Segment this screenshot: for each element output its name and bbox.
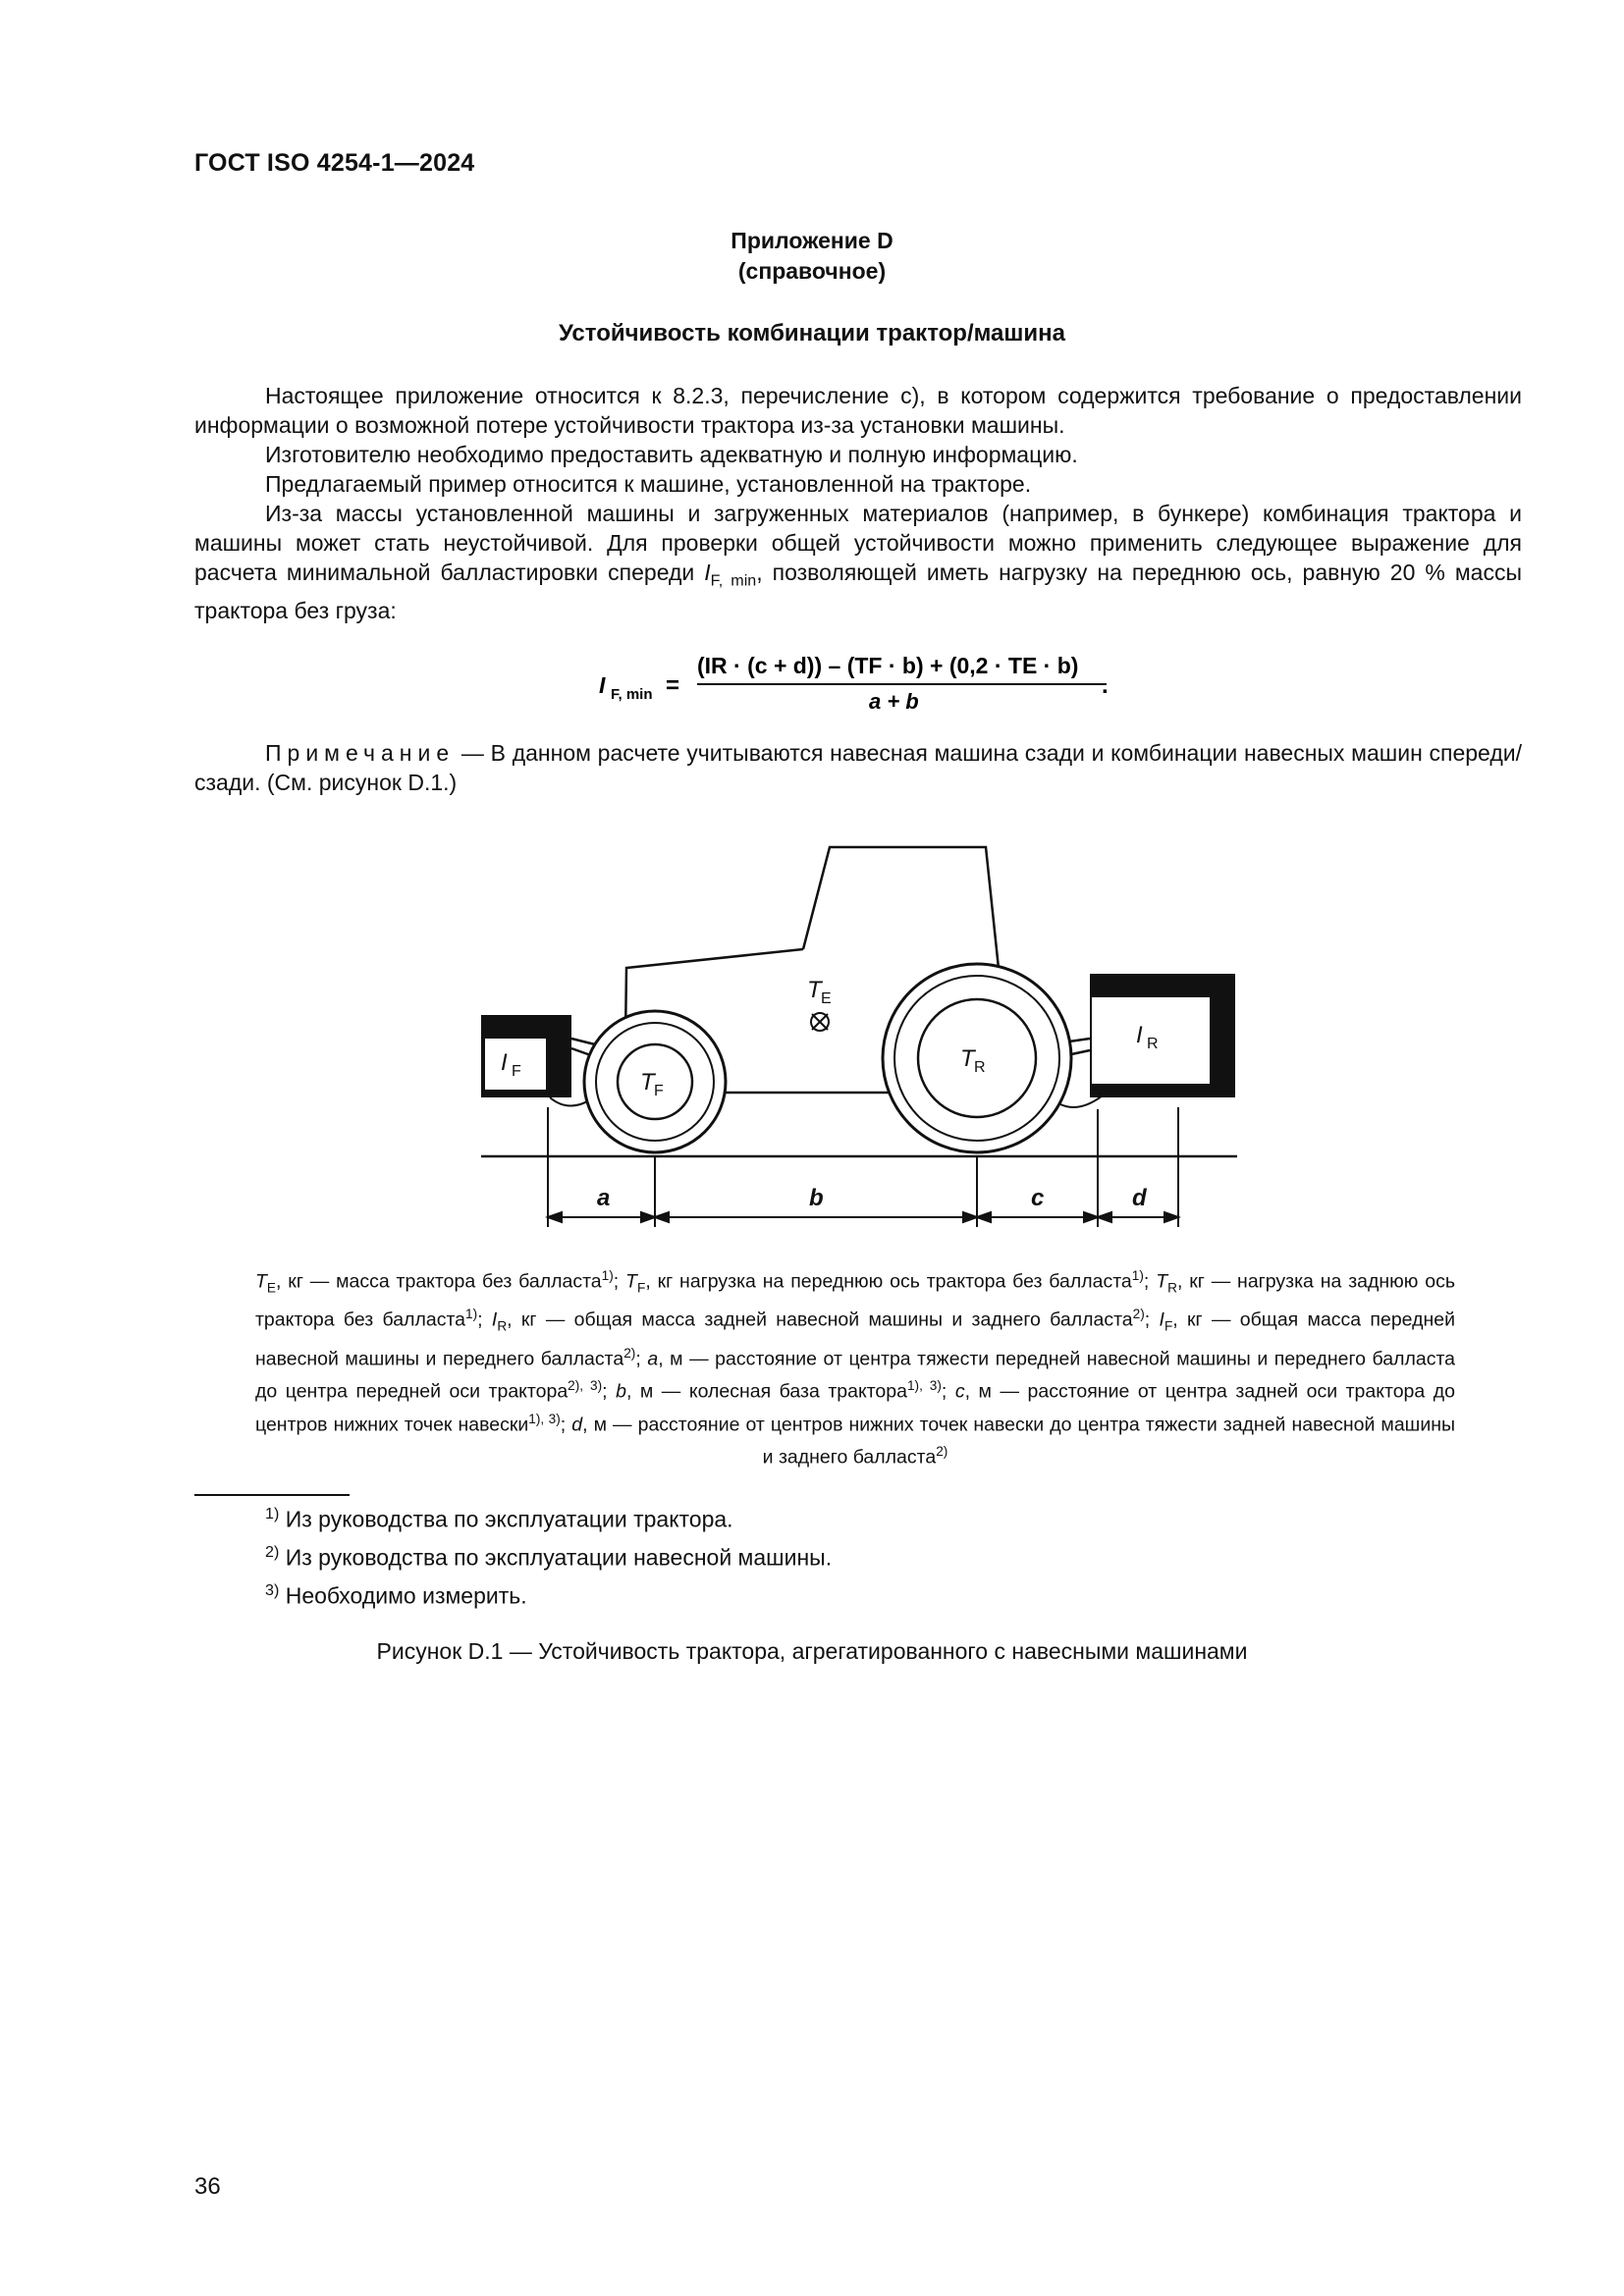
label-te-var: T — [807, 977, 822, 1003]
label-ir-var: I — [1136, 1022, 1143, 1048]
formula-graphic — [599, 644, 1110, 722]
tractor-cab — [803, 847, 1000, 978]
label-tr-sub: R — [974, 1059, 986, 1076]
front-implement — [481, 1015, 571, 1097]
footnote-separator — [194, 1494, 350, 1496]
label-if-var: I — [501, 1049, 508, 1076]
figure-tractor-diagram — [461, 834, 1247, 1252]
dimension-label-a: a — [597, 1185, 611, 1211]
figure-caption: Рисунок D.1 — Устойчивость трактора, агрегатированного с навесными машинами — [376, 1638, 1248, 1664]
dimension-label-c: c — [1031, 1185, 1045, 1211]
label-tf-var: T — [640, 1069, 655, 1095]
paragraph-3: Предлагаемый пример относится к машине, установленной на тракторе. — [265, 471, 1032, 497]
label-te-sub: E — [821, 990, 832, 1007]
formula-equals: = — [666, 672, 680, 699]
footnote-3: $^{3)}$ Необходимо измерить. — [265, 1581, 527, 1609]
label-tr-var: T — [960, 1045, 975, 1072]
figure-legend: $T_E$, кг — масса трактора без балласта$^{1)}$; $T_F$, кг нагрузка на переднюю ось трактора без балласта$^{1)}$; $T_R$, кг — нагрузка на заднюю ось трактора без балласта$^{1)}$; $I_R$, кг — общая масса задней навесной машины и заднего балласта$^{2)}$; $I_F$, кг — общая масса передней навесной машины и переднего балласта$^{2)}$; a, м — расстояние от центра тяжести передней навесной машины и переднего балласта до центра передней оси трактора$^{2), 3)}$; b, м — колесная база трактора$^{1), 3)}$; c, м — расстояние от центра задней оси трактора до центров нижних точек навески$^{1), 3)}$; d, м — расстояние от центров нижних точек навески до центра тяжести задней навесной машины и заднего балласта$^{2)}$ — [255, 1268, 1455, 1468]
center-of-gravity-icon — [811, 1013, 829, 1031]
section-title: Устойчивость комбинации трактор/машина — [558, 320, 1066, 347]
document-header: ГОСТ ISO 4254-1—2024 — [194, 149, 475, 177]
front-wheel — [584, 1011, 726, 1152]
formula-denominator: a + b — [869, 689, 919, 714]
tractor-diagram — [461, 834, 1247, 1247]
dimension-lines — [548, 1212, 1178, 1222]
formula-lhs-var: I — [599, 672, 606, 698]
label-ir-sub: R — [1147, 1036, 1159, 1052]
paragraph-2: Изготовителю необходимо предоставить адекватную и полную информацию. — [265, 442, 1078, 467]
formula-end: . — [1102, 672, 1109, 699]
label-if-sub: F — [512, 1063, 521, 1080]
paragraph-4: Из-за массы установленной машины и загруженных материалов (например, в бункере) комбинация трактора и машины может стать неустойчивой. Для проверки общей устойчивости можно применить следующее выражение для расчета минимальной балластировки спереди $I_{F, min}$, позволяющей иметь нагрузку на переднюю ось, равную 20 % массы трактора без груза: — [194, 501, 1523, 623]
paragraph-1: Настоящее приложение относится к 8.2.3, перечисление с), в котором содержится требование о предоставлении информации о возможной потере устойчивости трактора из-за установки машины. — [194, 383, 1522, 438]
formula-numerator: (IR · (c + d)) – (TF · b) + (0,2 · TE · b) — [697, 653, 1079, 678]
note: Примечание — В данном расчете учитываются навесная машина сзади и комбинации навесных машин спереди/сзади. (См. рисунок D.1.) — [194, 740, 1522, 795]
footnote-1: $^{1)}$ Из руководства по эксплуатации трактора. — [265, 1505, 733, 1532]
body-text — [194, 381, 1522, 625]
dimension-label-d: d — [1132, 1185, 1147, 1211]
footnote-2: $^{2)}$ Из руководства по эксплуатации навесной машины. — [265, 1543, 833, 1571]
formula — [599, 644, 1110, 727]
rear-wheel — [883, 964, 1071, 1152]
dimension-label-b: b — [809, 1185, 824, 1211]
rear-implement — [1090, 974, 1235, 1097]
page-number: 36 — [194, 2173, 221, 2200]
note-text: В данном расчете учитываются навесная машина сзади и комбинации навесных машин спереди/сзади. (См. рисунок D.1.) — [194, 740, 1522, 795]
formula-lhs-sub: F, min — [611, 686, 653, 703]
annex-title: Приложение D — [731, 228, 893, 253]
label-tf-sub: F — [654, 1083, 664, 1099]
annex-type: (справочное) — [737, 258, 887, 284]
note-label: Примечание — [265, 740, 456, 766]
